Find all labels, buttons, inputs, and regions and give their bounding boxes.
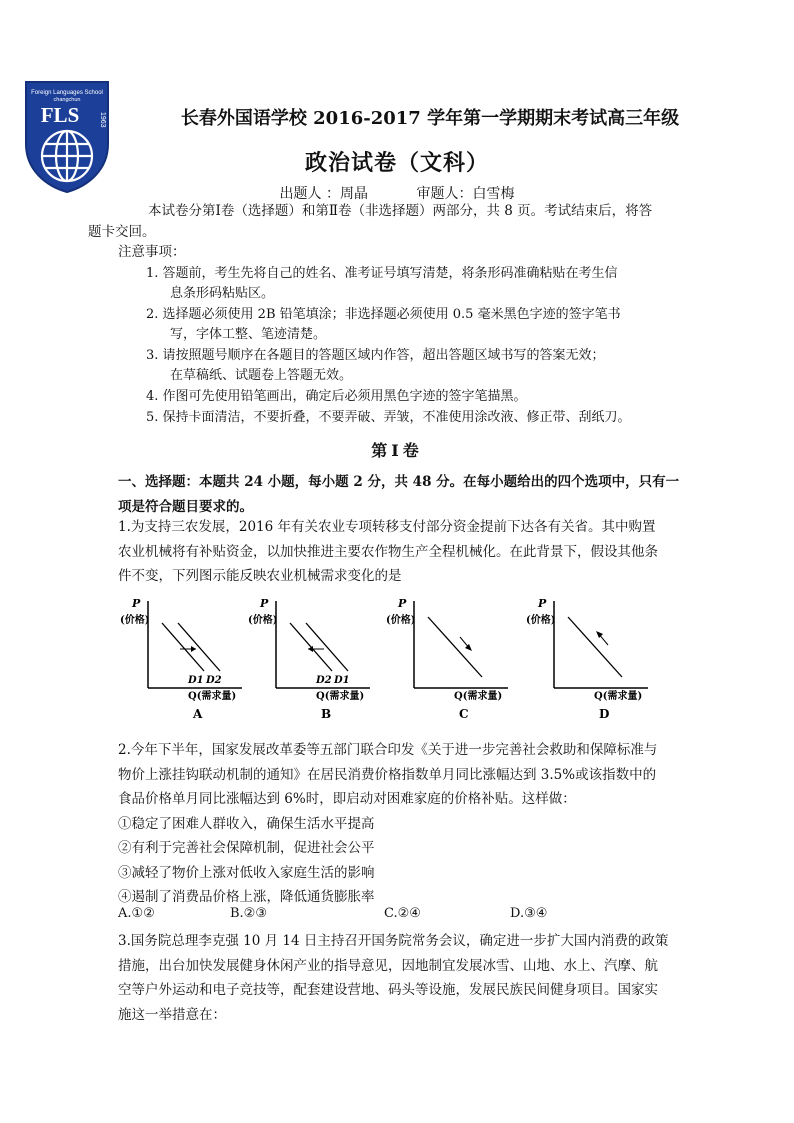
svg-text:B: B	[321, 707, 332, 721]
q2-item: ①稳定了困难人群收入，确保生活水平提高	[118, 815, 375, 832]
svg-text:Q(需求量): Q(需求量)	[454, 691, 503, 702]
logo-year: 1963	[99, 112, 106, 128]
svg-text:Q(需求量): Q(需求量)	[316, 691, 365, 702]
svg-text:C: C	[459, 707, 469, 721]
svg-text:D: D	[599, 707, 610, 721]
svg-text:D2: D2	[206, 675, 222, 686]
q2-item: ②有利于完善社会保障机制，促进社会公平	[118, 840, 375, 856]
graph-d	[524, 593, 664, 727]
svg-text:P: P	[132, 597, 141, 610]
option-c: C.②④	[384, 906, 421, 921]
svg-text:D1: D1	[188, 675, 204, 686]
reviewer: 审题人：白雪梅	[416, 186, 515, 202]
svg-text:P: P	[398, 597, 407, 610]
svg-text:Q(需求量): Q(需求量)	[594, 691, 643, 702]
q2-item: ③减轻了物价上涨对低收入家庭生活的影响	[118, 864, 375, 881]
author-line	[0, 183, 794, 203]
intro-paragraph	[88, 201, 690, 243]
note-item: 5. 保持卡面清洁，不要折叠，不要弄破、弄皱，不准使用涂改液、修正带、刮纸刀。	[146, 410, 631, 425]
logo-text: FLS	[40, 103, 80, 127]
option-d: D.③④	[510, 906, 548, 921]
option-b: B.②③	[230, 906, 267, 921]
graph-c	[384, 593, 524, 727]
question-1: 1.为支持三农发展，2016 年有关农业专项转移支付部分资金提前下达各有关省。其中购置 农业机械将有补贴资金，以加快推进主要农作物生产全程机械化。在此背景下，假设其他条 件不变，下列图示能反映农业机械需求变化的是	[118, 519, 658, 584]
intro-line-1: 本试卷分第Ⅰ卷（选择题）和第Ⅱ卷（非选择题）两部分，共 8 页。考试结束后，将答	[148, 203, 653, 219]
note-item: 4. 作图可先使用铅笔画出，确定后必须用黑色字迹的签字笔描黑。	[146, 389, 527, 404]
svg-text:(价格): (价格)	[386, 615, 416, 626]
note-item: 2. 选择题必须使用 2B 铅笔填涂；非选择题必须使用 0.5 毫米黑色字迹的签字笔书 写，字体工整、笔迹清楚。	[146, 307, 621, 342]
svg-text:P: P	[538, 597, 547, 610]
question-3: 3.国务院总理李克强 10 月 14 日主持召开国务院常务会议，确定进一步扩大国内消费的政策 措施，出台加快发展健身休闲产业的指导意见，因地制宜发展冰雪、山地、水上、汽摩、航 空等户外运动和电子竞技等，配套建设营地、码头等设施，发展民族民间健身项目。国家实 施这一举措意在：	[118, 933, 669, 1023]
q2-item: ④遏制了消费品价格上涨，降低通货膨胀率	[118, 889, 375, 905]
svg-text:(价格): (价格)	[248, 615, 278, 626]
question-2: 2.今年下半年，国家发展改革委等五部门联合印发《关于进一步完善社会救助和保障标准与 物价上涨挂钩联动机制的通知》在居民消费价格指数单月同比涨幅达到 3.5%或该指数中的 食品价格单月同比涨幅达到 6%时，即启动对困难家庭的价格补贴。这样做： ①稳定了困难人群收入，确保生活水平提高 ②有利于完善社会保障机制，促进社会公平 ③减轻了物价上涨对低收入家庭生活的影响 ④遏制了消费品价格上涨，降低通货膨胀率	[118, 738, 692, 910]
logo-city: changchun	[53, 97, 81, 103]
section-title: 第Ⅰ卷	[371, 441, 423, 460]
logo-top-text: Foreign Languages School	[31, 90, 103, 96]
subject-title: 政治试卷（文科）	[304, 150, 489, 176]
intro-line-2: 题卡交回。	[88, 224, 156, 240]
section-instruction: 一、选择题：本题共 24 小题，每小题 2 分，共 48 分。在每小题给出的四个选项中，只有一 项是符合题目要求的。	[118, 474, 680, 515]
note-item: 1. 答题前，考生先将自己的姓名、准考证号填写清楚，将条形码准确粘贴在考生信 息条形码粘贴区。	[146, 266, 618, 301]
school-title: 长春外国语学校 2016-2017 学年第一学期期末考试高三年级	[180, 108, 680, 129]
svg-text:(价格): (价格)	[120, 615, 150, 626]
svg-text:D1: D1	[334, 675, 350, 686]
svg-text:D2: D2	[316, 675, 332, 686]
svg-text:Q(需求量): Q(需求量)	[188, 691, 237, 702]
svg-text:P: P	[260, 597, 269, 610]
graph-a	[118, 593, 258, 727]
option-a: A.①②	[118, 906, 155, 921]
note-item: 3. 请按照题号顺序在各题目的答题区域内作答，超出答题区域书写的答案无效； 在草稿纸、试题卷上答题无效。	[146, 348, 605, 383]
q2-options	[118, 906, 692, 921]
svg-text:(价格): (价格)	[526, 615, 556, 626]
notes-list	[146, 264, 686, 428]
author: 出题人 ：周晶	[279, 186, 368, 202]
notes-heading: 注意事项：	[118, 244, 186, 260]
svg-text:A: A	[193, 707, 203, 721]
graph-b	[246, 593, 386, 727]
